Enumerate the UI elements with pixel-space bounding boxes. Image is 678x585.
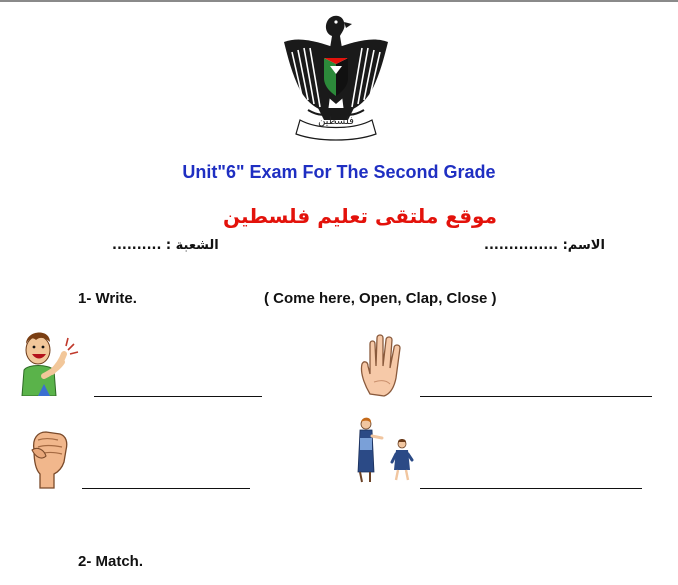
exam-title: Unit"6" Exam For The Second Grade: [182, 162, 496, 182]
answer-line-3[interactable]: [82, 488, 250, 489]
word-bank: ( Come here, Open, Clap, Close ): [264, 290, 497, 307]
answer-line-4[interactable]: [420, 488, 642, 489]
website-subtitle: موقع ملتقى تعليم فلسطين: [223, 204, 497, 228]
top-border: [0, 0, 678, 2]
answer-line-2[interactable]: [420, 396, 652, 397]
question-1-label: 1- Write.: [78, 290, 137, 307]
student-name-field: الاسم: ...............: [484, 238, 605, 253]
boy-clapping-icon: [18, 322, 80, 396]
open-hand-icon: [356, 330, 408, 398]
woman-calling-child-icon: [350, 414, 420, 486]
closed-fist-icon: [24, 420, 72, 490]
answer-line-1[interactable]: [94, 396, 262, 397]
emblem-caption: فلسطين: [318, 116, 354, 127]
class-section-field: الشعبة : ..........: [112, 238, 219, 253]
question-2-label: 2- Match.: [78, 553, 144, 570]
